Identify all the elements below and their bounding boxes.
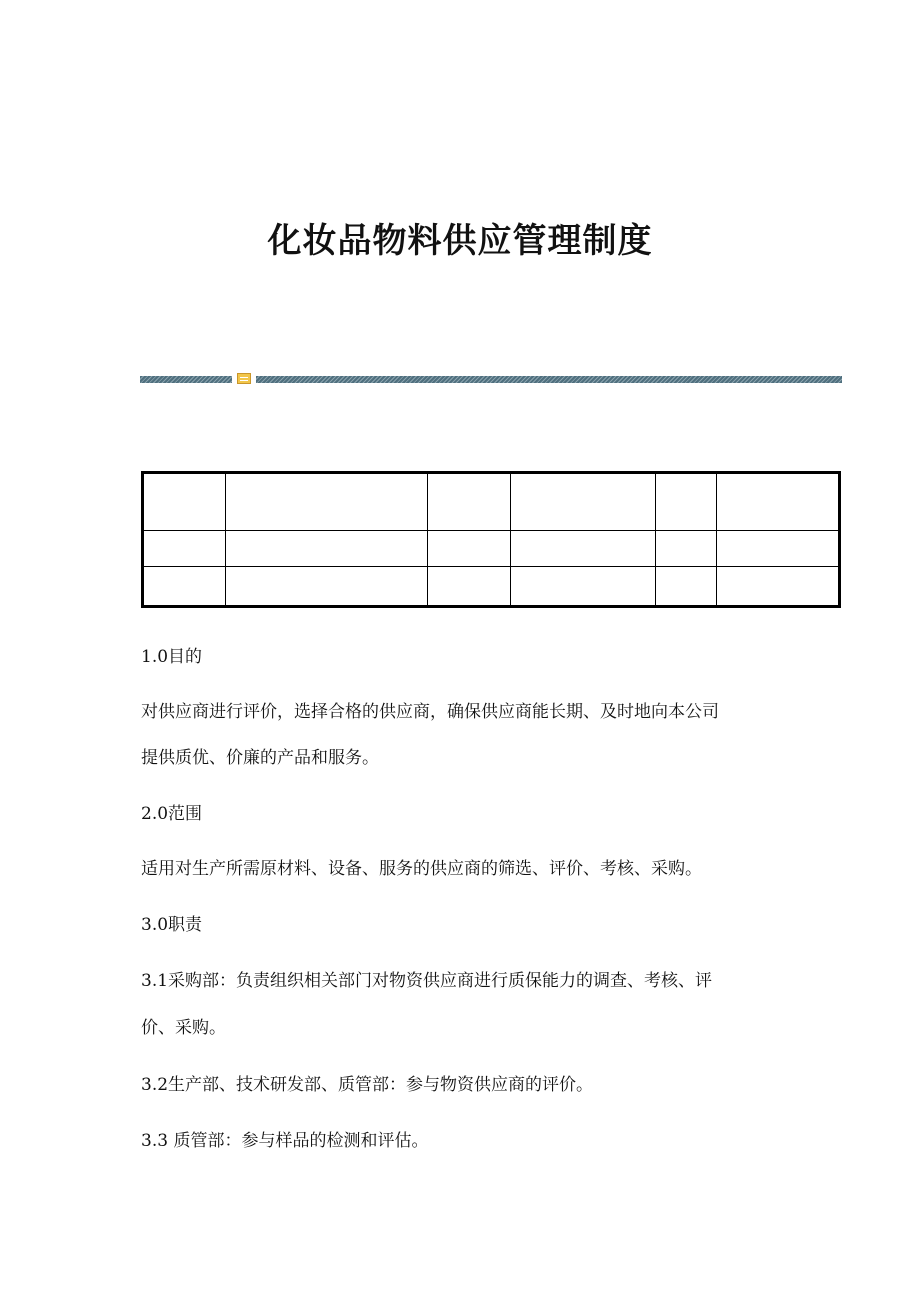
purpose-text-line1: 对供应商进行评价，选择合格的供应商，确保供应商能长期、及时地向本公司 [141, 702, 719, 722]
document-info-table [141, 471, 841, 608]
table-row [143, 567, 840, 607]
table-cell [511, 531, 656, 567]
purpose-heading: 1.0目的 [141, 647, 203, 667]
table-cell [226, 567, 428, 607]
table-cell [428, 473, 511, 531]
table-cell [143, 473, 226, 531]
duty-3-2: 3.2生产部、技术研发部、质管部：参与物资供应商的评价。 [141, 1075, 594, 1095]
duty-heading: 3.0职责 [141, 915, 203, 935]
table-cell [717, 567, 840, 607]
table-cell [143, 531, 226, 567]
divider-bar-right [256, 376, 842, 383]
table-cell [428, 567, 511, 607]
table-cell [656, 473, 717, 531]
duty-3-1-line1: 3.1采购部：负责组织相关部门对物资供应商进行质保能力的调查、考核、评 [141, 971, 713, 991]
scope-heading: 2.0范围 [141, 804, 203, 824]
purpose-text-line2: 提供质优、价廉的产品和服务。 [141, 748, 379, 768]
table-cell [717, 473, 840, 531]
table-cell [143, 567, 226, 607]
envelope-icon [237, 373, 251, 384]
table-cell [656, 567, 717, 607]
divider-bar-left [140, 376, 232, 383]
table-cell [428, 531, 511, 567]
table-cell [226, 531, 428, 567]
scope-text: 适用对生产所需原材料、设备、服务的供应商的筛选、评价、考核、采购。 [141, 859, 702, 879]
table-cell [226, 473, 428, 531]
table-row [143, 473, 840, 531]
table-cell [717, 531, 840, 567]
document-title: 化妆品物料供应管理制度 [267, 221, 653, 261]
duty-3-1-line2: 价、采购。 [141, 1018, 226, 1038]
duty-3-3: 3.3 质管部：参与样品的检测和评估。 [141, 1131, 429, 1151]
table-cell [511, 473, 656, 531]
table-row [143, 531, 840, 567]
decorative-divider [140, 372, 842, 386]
table-cell [656, 531, 717, 567]
table-cell [511, 567, 656, 607]
